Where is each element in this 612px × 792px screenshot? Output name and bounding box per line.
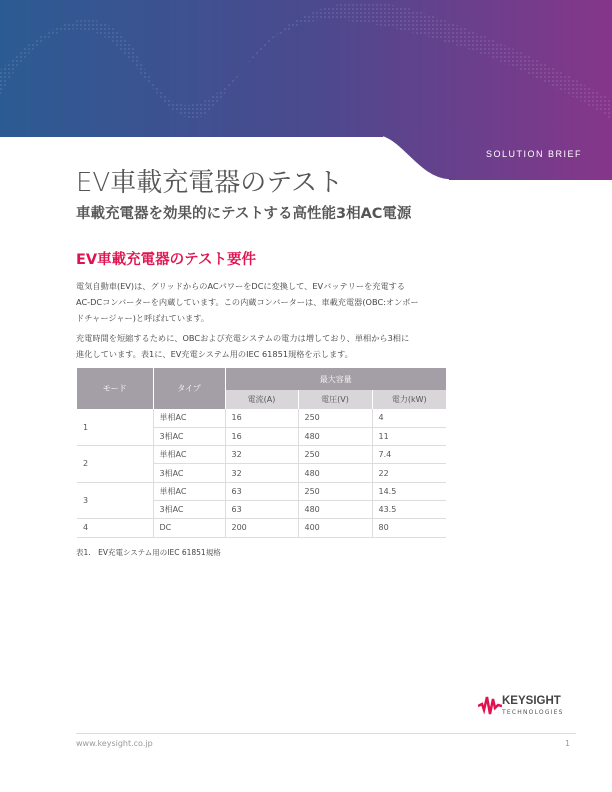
cell-power: 80: [372, 519, 446, 537]
text-line: ドチャージャー)と呼ばれています。: [76, 313, 209, 323]
text-line: 進化しています。表1に、EV充電システム用のIEC 61851規格を示します。: [76, 349, 353, 359]
iec-61851-table: [77, 368, 446, 538]
cell-power: 11: [372, 427, 446, 445]
cell-type: 3相AC: [153, 464, 225, 482]
text-line: 充電時間を短縮するために、OBCおよび充電システムの電力は増しており、単相から3相に: [76, 333, 410, 343]
header-voltage: 電圧(V): [298, 390, 372, 409]
paragraph-2: [76, 330, 456, 362]
cell-mode: 2: [77, 446, 153, 483]
cell-voltage: 480: [298, 464, 372, 482]
cell-current: 63: [225, 500, 298, 518]
keysight-wave-icon: [478, 694, 502, 716]
cell-current: 16: [225, 409, 298, 427]
header-max-capacity: 最大容量: [225, 368, 446, 390]
page-subtitle: 車載充電器を効果的にテストする高性能3相AC電源: [76, 206, 412, 222]
cell-mode: 1: [77, 409, 153, 446]
text-line: 電気自動車(EV)は、グリッドからのACパワーをDCに変換して、EVバッテリーを充電する: [76, 281, 406, 291]
table-row: [77, 409, 446, 427]
cell-type: 3相AC: [153, 500, 225, 518]
table-row: [77, 446, 446, 464]
cell-type: 3相AC: [153, 427, 225, 445]
page-title: EV車載充電器のテスト: [76, 168, 344, 198]
footer-url-link[interactable]: www.keysight.co.jp: [76, 739, 153, 748]
header-current: 電流(A): [225, 390, 298, 409]
cell-type: 単相AC: [153, 446, 225, 464]
cell-mode: 3: [77, 482, 153, 519]
cell-voltage: 400: [298, 519, 372, 537]
keysight-logo: [478, 694, 564, 720]
cell-voltage: 250: [298, 446, 372, 464]
cell-mode: 4: [77, 519, 153, 537]
header-mode: モード: [77, 368, 153, 409]
cell-voltage: 480: [298, 427, 372, 445]
paragraph-1: [76, 278, 456, 326]
logo-name: KEYSIGHT: [502, 695, 561, 707]
cell-voltage: 250: [298, 409, 372, 427]
header-type: タイプ: [153, 368, 225, 409]
cell-current: 32: [225, 464, 298, 482]
cell-voltage: 250: [298, 482, 372, 500]
cell-current: 63: [225, 482, 298, 500]
cell-voltage: 480: [298, 500, 372, 518]
table-row: [77, 519, 446, 537]
logo-tagline: TECHNOLOGIES: [502, 709, 564, 716]
cell-current: 32: [225, 446, 298, 464]
cell-type: DC: [153, 519, 225, 537]
cell-power: 4: [372, 409, 446, 427]
footer-divider: [76, 733, 576, 734]
table-caption: 表1. EV充電システム用のIEC 61851規格: [76, 548, 221, 557]
cell-type: 単相AC: [153, 482, 225, 500]
cell-current: 200: [225, 519, 298, 537]
cell-type: 単相AC: [153, 409, 225, 427]
cell-power: 43.5: [372, 500, 446, 518]
page-number: 1: [565, 739, 571, 748]
cell-power: 14.5: [372, 482, 446, 500]
text-line: AC-DCコンバーターを内蔵しています。この内蔵コンバーターは、車載充電器(OBC:オンボー: [76, 297, 419, 307]
document-type-label: SOLUTION BRIEF: [486, 149, 583, 159]
cell-power: 7.4: [372, 446, 446, 464]
section-heading: EV車載充電器のテスト要件: [76, 252, 257, 268]
header-power: 電力(kW): [372, 390, 446, 409]
cell-power: 22: [372, 464, 446, 482]
cell-current: 16: [225, 427, 298, 445]
table-row: [77, 482, 446, 500]
